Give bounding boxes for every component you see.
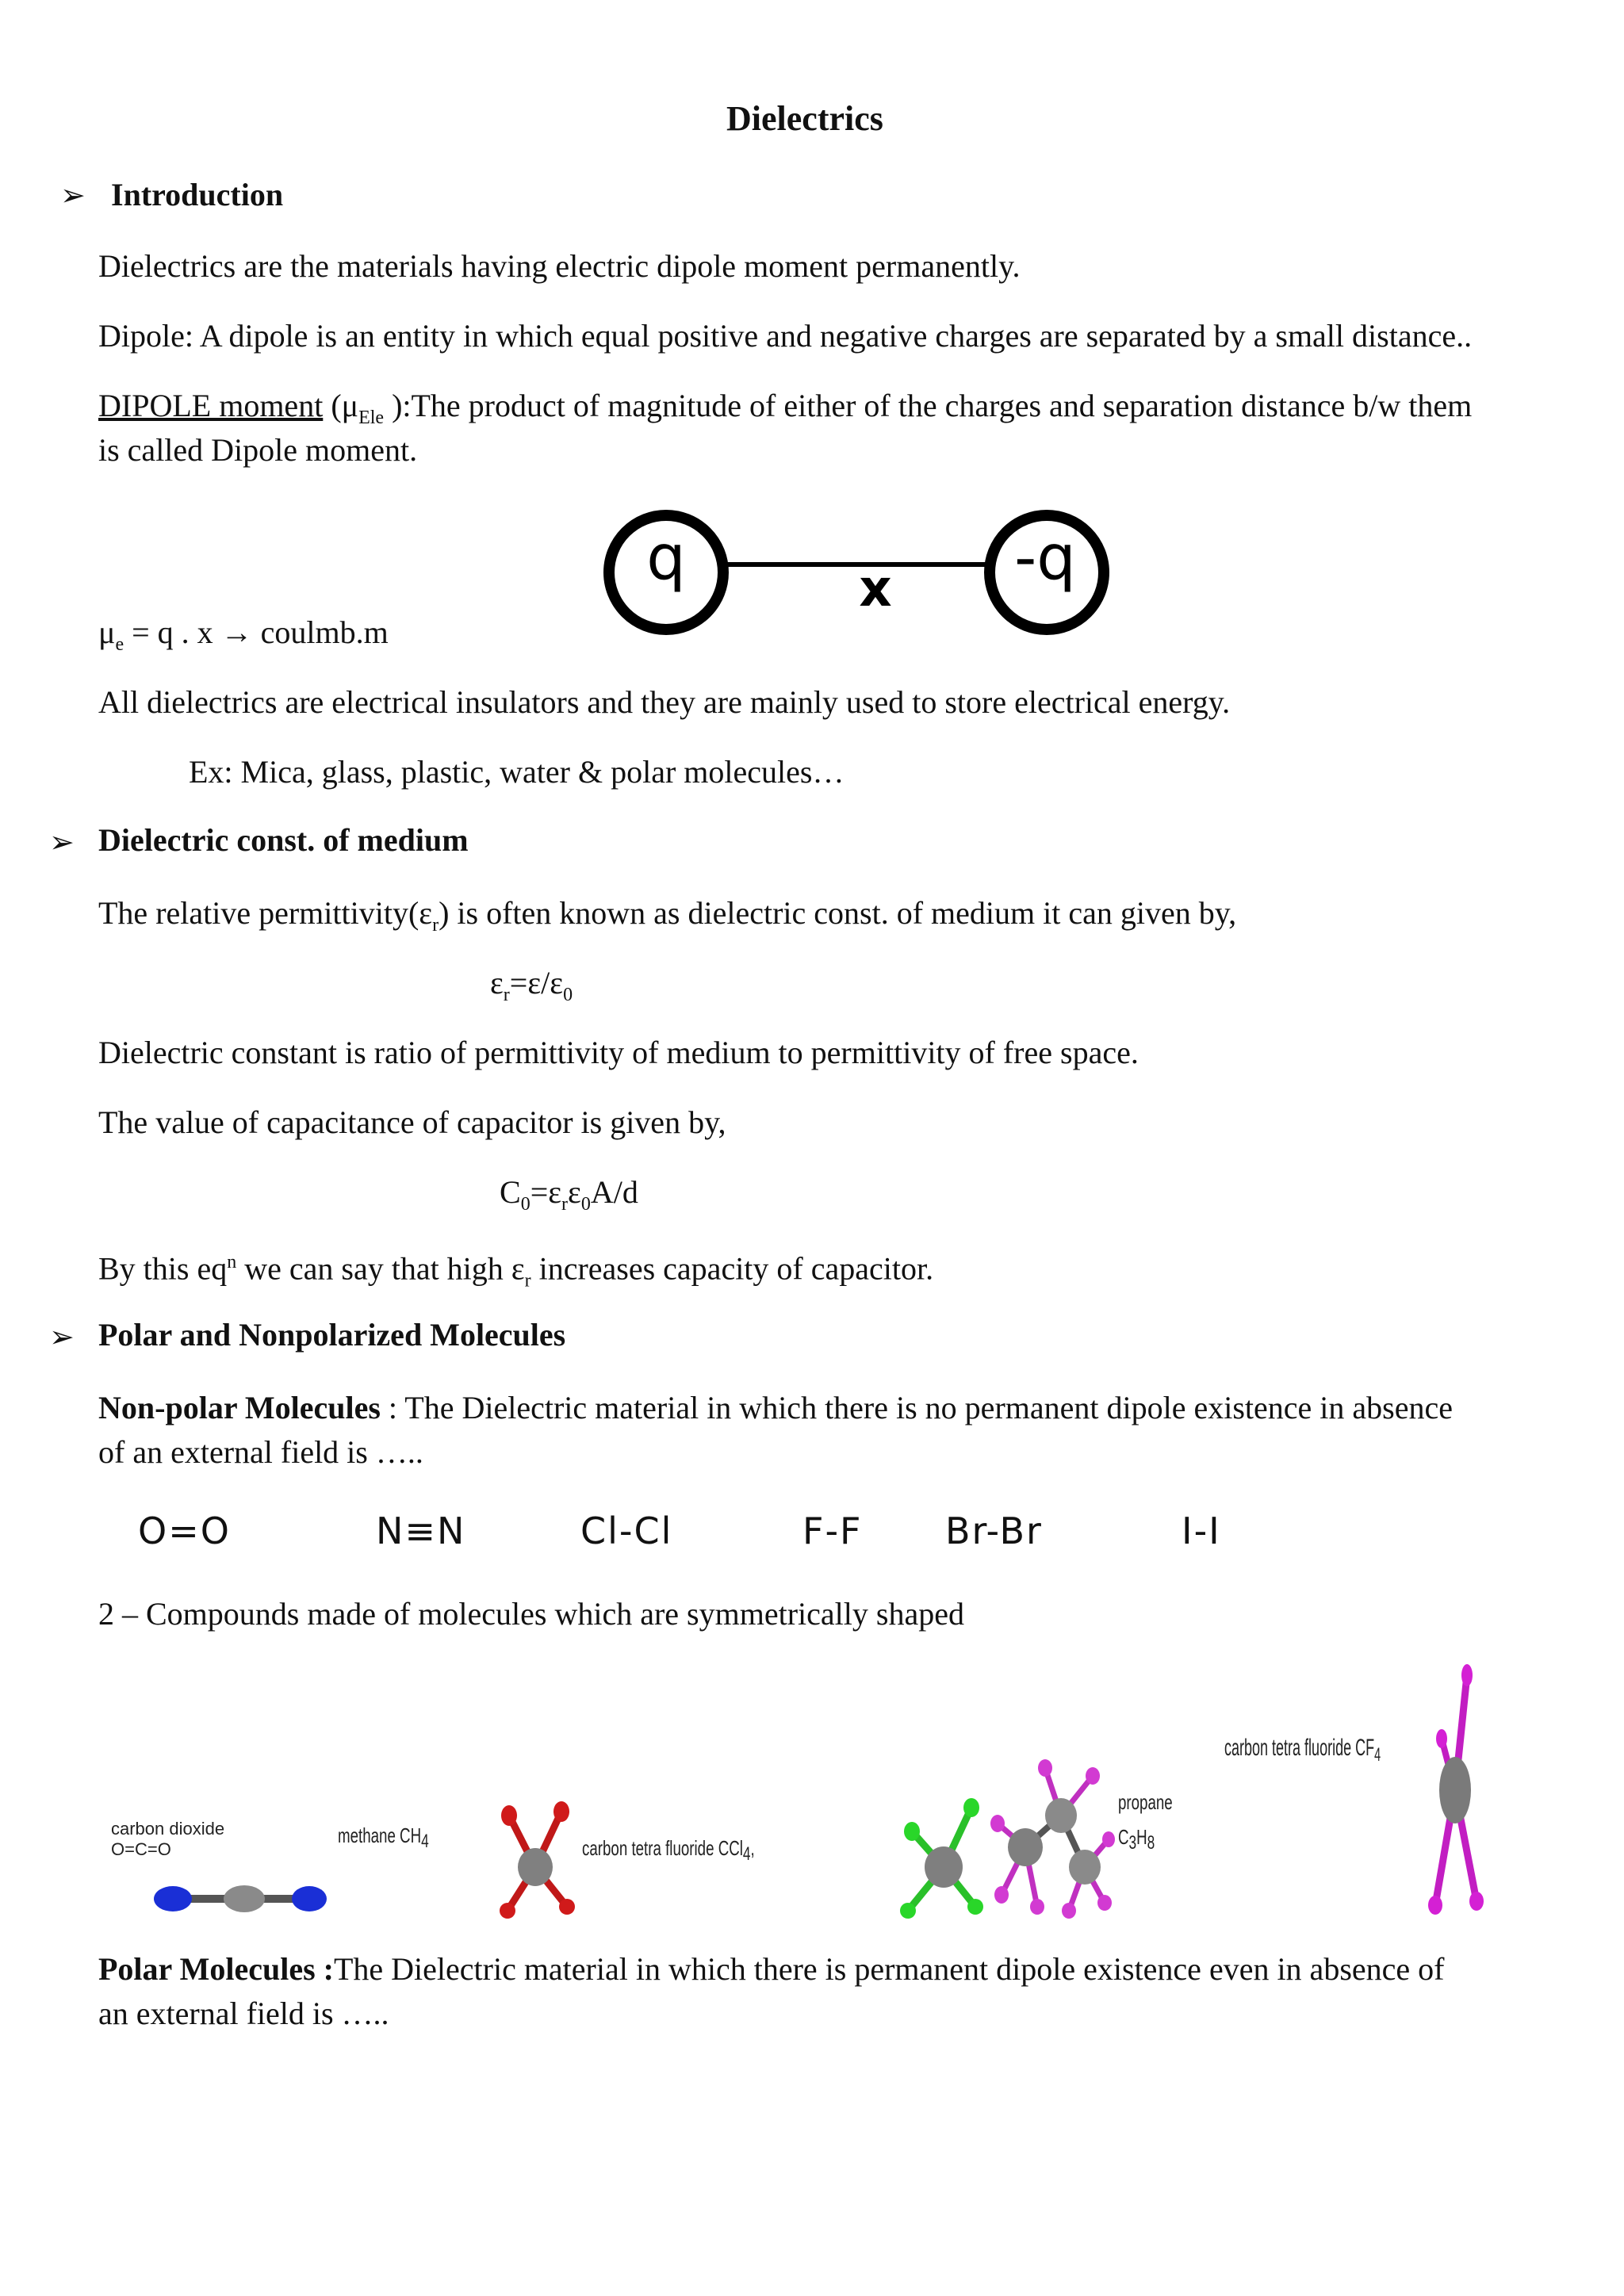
cf4-text: carbon tetra fluoride CF (1224, 1735, 1375, 1761)
propane-carbon-2 (1045, 1798, 1077, 1833)
formula-body: = q . x → coulmb.m (124, 614, 389, 650)
oxygen-atom-left (154, 1886, 192, 1911)
cf4-carbon-atom (1439, 1757, 1471, 1823)
dipole-moment-term: DIPOLE moment (98, 388, 324, 423)
polar-paragraph (98, 1947, 1444, 1992)
intro-paragraph-1: Dielectrics are the materials having electric dipole moment permanently. (98, 248, 1021, 284)
eq2-sub-0b: 0 (580, 1194, 591, 1215)
molecule-o2: O=O (138, 1510, 231, 1552)
positive-charge-label: q (646, 522, 686, 594)
nonpolar-paragraph (98, 1386, 1453, 1430)
methane-green-model-illustration (896, 1792, 991, 1919)
intro-examples: Ex: Mica, glass, plastic, water & polar molecules… (189, 754, 845, 790)
eq2-tail: A/d (590, 1174, 638, 1210)
eq1-sub-0: 0 (563, 985, 573, 1005)
eq1-sub-r: r (503, 985, 510, 1005)
heading-dielectric-const: Dielectric const. of medium (98, 822, 469, 858)
heading-introduction: Introduction (111, 177, 284, 212)
negative-charge-label: -q (1014, 522, 1076, 594)
propane-c: C (1118, 1825, 1129, 1849)
eq2-eps-0: ε (568, 1174, 581, 1210)
intro-paragraph-2: Dipole: A dipole is an entity in which equal positive and negative charges are separated by a small distance.. (98, 318, 1473, 354)
nonpolar-paragraph-line-2: of an external field is ….. (98, 1434, 423, 1470)
dielectric-paragraph-4 (98, 1240, 933, 1303)
equation-relative-permittivity (490, 961, 573, 1017)
bullet-icon: ➢ (60, 179, 86, 212)
p4-sup: n (227, 1252, 237, 1272)
heading-polar-molecules: Polar and Nonpolarized Molecules (98, 1317, 566, 1353)
carbon-atom (224, 1885, 265, 1912)
ccl4-text: carbon tetra fluoride CCl (582, 1836, 743, 1860)
propane-model-illustration (990, 1752, 1116, 1919)
co2-name-label: carbon dioxide (111, 1819, 225, 1839)
eq1-body: =ε/ε (509, 965, 564, 1001)
eq1-epsilon: ε (490, 965, 504, 1001)
ccl4-carbon-atom (518, 1848, 553, 1886)
dipole-formula (98, 610, 389, 667)
polar-definition: The Dielectric material in which there is permanent dipole existence even in absence of (333, 1951, 1445, 1987)
dielectric-paragraph-3: The value of capacitance of capacitor is given by, (98, 1104, 726, 1140)
eq2-sub-r: r (561, 1194, 569, 1215)
molecule-cl2: Cl-Cl (580, 1510, 673, 1552)
dielectric-paragraph-2: Dielectric constant is ratio of permittivity of medium to permittivity of free space. (98, 1035, 1139, 1070)
nonpolar-definition: : The Dielectric material in which there is no permanent dipole existence in absence (380, 1390, 1453, 1425)
propane-label: propane (1118, 1790, 1173, 1814)
cf4-sub: 4 (1374, 1744, 1381, 1766)
molecule-f2: F-F (802, 1510, 863, 1552)
intro-paragraph-4: All dielectrics are electrical insulators and they are mainly used to store electrical energy. (98, 684, 1231, 720)
propane-carbon-1 (1008, 1828, 1043, 1866)
eq2-c: C (500, 1174, 521, 1210)
formula-mu: μ (98, 614, 116, 650)
methane-carbon-atom (925, 1846, 963, 1888)
bullet-icon: ➢ (49, 826, 75, 859)
co2-formula-label: O=C=O (111, 1839, 171, 1859)
propane-h-sub: 8 (1147, 1832, 1155, 1854)
bullet-icon: ➢ (49, 1321, 75, 1354)
methane-text: methane CH (338, 1823, 422, 1847)
equation-capacitance (500, 1170, 638, 1226)
separation-label: x (859, 560, 892, 618)
molecule-n2: N≡N (376, 1510, 466, 1552)
p4-b: we can say that high ε (236, 1250, 525, 1287)
propane-c-sub: 3 (1128, 1832, 1137, 1854)
p4-a: By this eq (98, 1250, 228, 1287)
dielectric-p1-b: ) is often known as dielectric const. of medium it can given by, (439, 895, 1237, 931)
dipole-diagram (603, 499, 1126, 650)
dipole-definition: ):The product of magnitude of either of the charges and separation distance b/w them (384, 388, 1473, 423)
polar-paragraph-line-2: an external field is ….. (98, 1996, 389, 2031)
p4-c: increases capacity of capacitor. (530, 1250, 934, 1287)
ccl4-sub: 4 (742, 1843, 751, 1866)
methane-sub: 4 (421, 1831, 429, 1853)
oxygen-atom-right (292, 1886, 327, 1911)
propane-carbon-3 (1069, 1850, 1101, 1885)
cf4-label (1224, 1735, 1381, 1766)
p4-sub: r (524, 1270, 531, 1292)
symmetric-compounds-line: 2 – Compounds made of molecules which are symmetrically shaped (98, 1596, 964, 1632)
cf4-model-illustration (1419, 1663, 1491, 1917)
formula-mu-subscript: e (115, 634, 124, 655)
intro-paragraph-3-line-2: is called Dipole moment. (98, 432, 418, 468)
nonpolar-label: Non-polar Molecules (98, 1390, 381, 1425)
molecule-i2: I-I (1182, 1510, 1221, 1552)
propane-h: H (1136, 1825, 1147, 1849)
eq2-sub-0: 0 (520, 1194, 530, 1215)
mu-subscript: Ele (358, 408, 385, 428)
ccl4-tail: , (750, 1836, 755, 1860)
eq2-eps-r: =ε (530, 1174, 562, 1210)
molecule-br2: Br-Br (945, 1510, 1043, 1552)
propane-formula (1118, 1825, 1155, 1854)
co2-model-illustration (151, 1879, 333, 1919)
page-title: Dielectrics (726, 99, 883, 138)
ccl4-model-illustration (492, 1792, 579, 1919)
ccl4-label (582, 1836, 755, 1866)
polar-label: Polar Molecules : (98, 1951, 334, 1987)
dielectric-paragraph-1 (98, 891, 1236, 947)
dielectric-p1-a: The relative permittivity(ε (98, 895, 433, 931)
methane-label (338, 1823, 429, 1853)
dielectric-p1-sub: r (432, 915, 439, 936)
mu-symbol: (μ (331, 388, 359, 423)
